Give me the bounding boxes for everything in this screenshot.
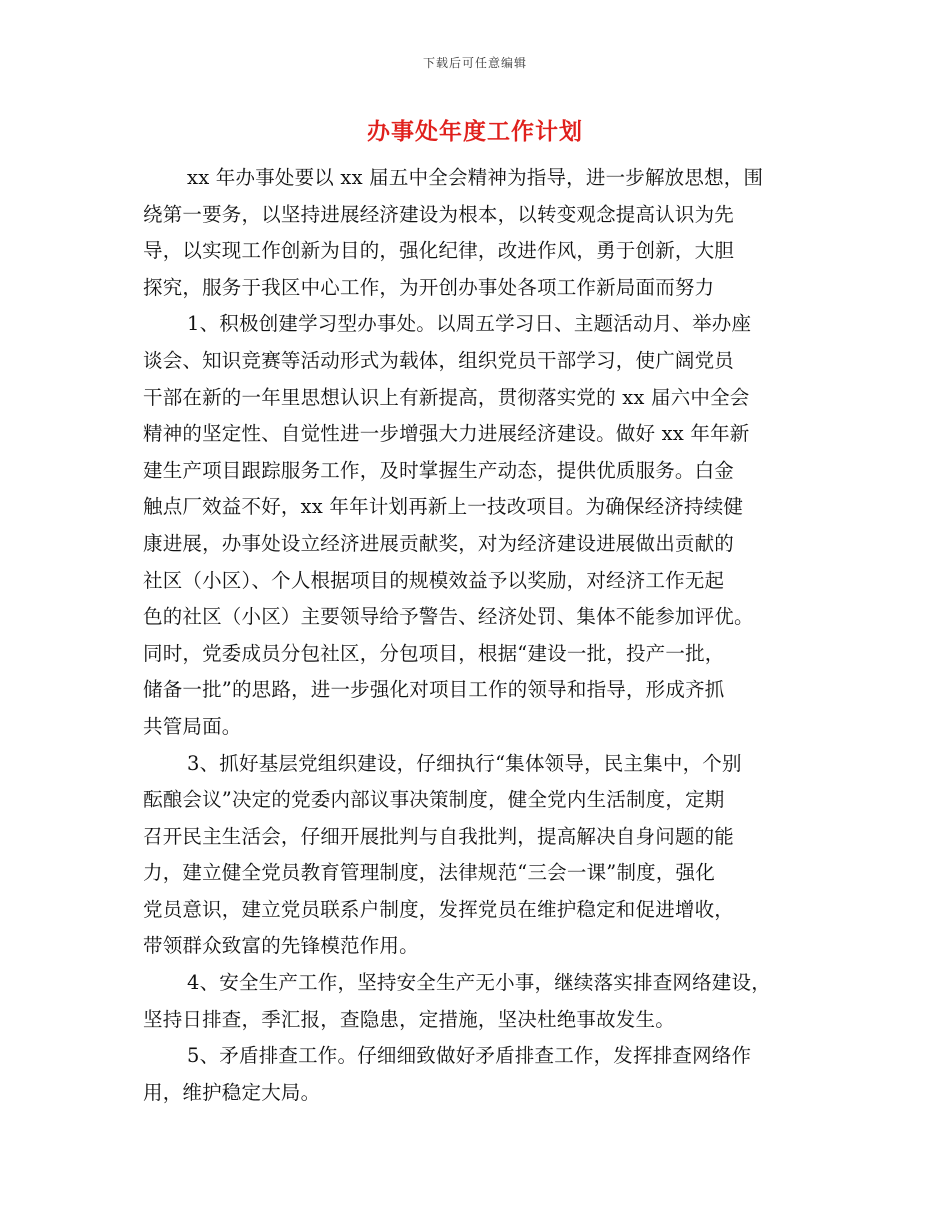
text-line: 色的社区（小区）主要领导给予警告、经济处罚、集体不能参加评优。 — [143, 605, 754, 629]
paragraph-intro — [143, 160, 813, 306]
text-line: 探究，服务于我区中心工作，为开创办事处各项工作新局面而努力 — [143, 275, 715, 299]
text-line: 召开民主生活会，仔细开展批判与自我批判，提高解决自身问题的能 — [143, 824, 735, 848]
text-line: 3、抓好基层党组织建设，仔细执行“集体领导，民主集中，个别 — [187, 751, 742, 775]
paragraph-item-4 — [143, 965, 813, 1038]
text-line: 储备一批”的思路，进一步强化对项目工作的领导和指导，形成齐抓 — [143, 678, 725, 702]
text-line: 同时，党委成员分包社区，分包项目，根据“建设一批，投产一批， — [143, 641, 725, 665]
text-line: 坚持日排查，季汇报，查隐患，定措施，坚决杜绝事故发生。 — [143, 1007, 675, 1031]
text-line: 1、积极创建学习型办事处。以周五学习日、主题活动月、举办座 — [187, 312, 752, 336]
text-line: 力，建立健全党员教育管理制度，法律规范“三会一课”制度，强化 — [143, 861, 715, 885]
text-line: 带领群众致富的先锋模范作用。 — [143, 934, 419, 958]
text-line: 谈会、知识竞赛等活动形式为载体，组织党员干部学习，使广阔党员 — [143, 348, 735, 372]
text-line: xx 年办事处要以 xx 届五中全会精神为指导，进一步解放思想，围 — [187, 166, 764, 189]
text-line: 党员意识，建立党员联系户制度，发挥党员在维护稳定和促进增收， — [143, 897, 735, 921]
document-title: 办事处年度工作计划 — [367, 118, 583, 145]
paragraph-item-5 — [143, 1038, 813, 1111]
text-line: 康进展，办事处设立经济进展贡献奖，对为经济建设进展做出贡献的 — [143, 531, 735, 555]
paragraph-item-3 — [143, 746, 813, 966]
text-line: 触点厂效益不好，xx 年年计划再新上一技改项目。为确保经济持续健 — [143, 495, 744, 519]
text-line: 4、安全生产工作，坚持安全生产无小事，继续落实排查网络建设， — [187, 971, 771, 995]
text-line: 酝酿会议”决定的党委内部议事决策制度，健全党内生活制度，定期 — [143, 788, 725, 812]
text-line: 用，维护稳定大局。 — [143, 1080, 321, 1104]
text-line: 干部在新的一年里思想认识上有新提高，贯彻落实党的 xx 届六中全会 — [143, 385, 750, 409]
text-line: 精神的坚定性、自觉性进一步增强大力进展经济建设。做好 xx 年年新 — [143, 422, 750, 446]
text-line: 导，以实现工作创新为目的，强化纪律，改进作风，勇于创新，大胆 — [143, 239, 735, 263]
text-line: 共管局面。 — [143, 714, 242, 738]
header-note: 下载后可任意编辑 — [422, 56, 527, 70]
text-line: 5、矛盾排查工作。仔细细致做好矛盾排查工作，发挥排查网络作 — [187, 1044, 752, 1068]
paragraph-item-1 — [143, 306, 813, 745]
text-line: 社区（小区）、个人根据项目的规模效益予以奖励，对经济工作无起 — [143, 568, 725, 592]
text-line: 建生产项目跟踪服务工作，及时掌握生产动态，提供优质服务。白金 — [143, 458, 735, 482]
text-line: 绕第一要务，以坚持进展经济建设为根本，以转变观念提高认识为先 — [143, 202, 735, 226]
document-body — [143, 160, 813, 1111]
